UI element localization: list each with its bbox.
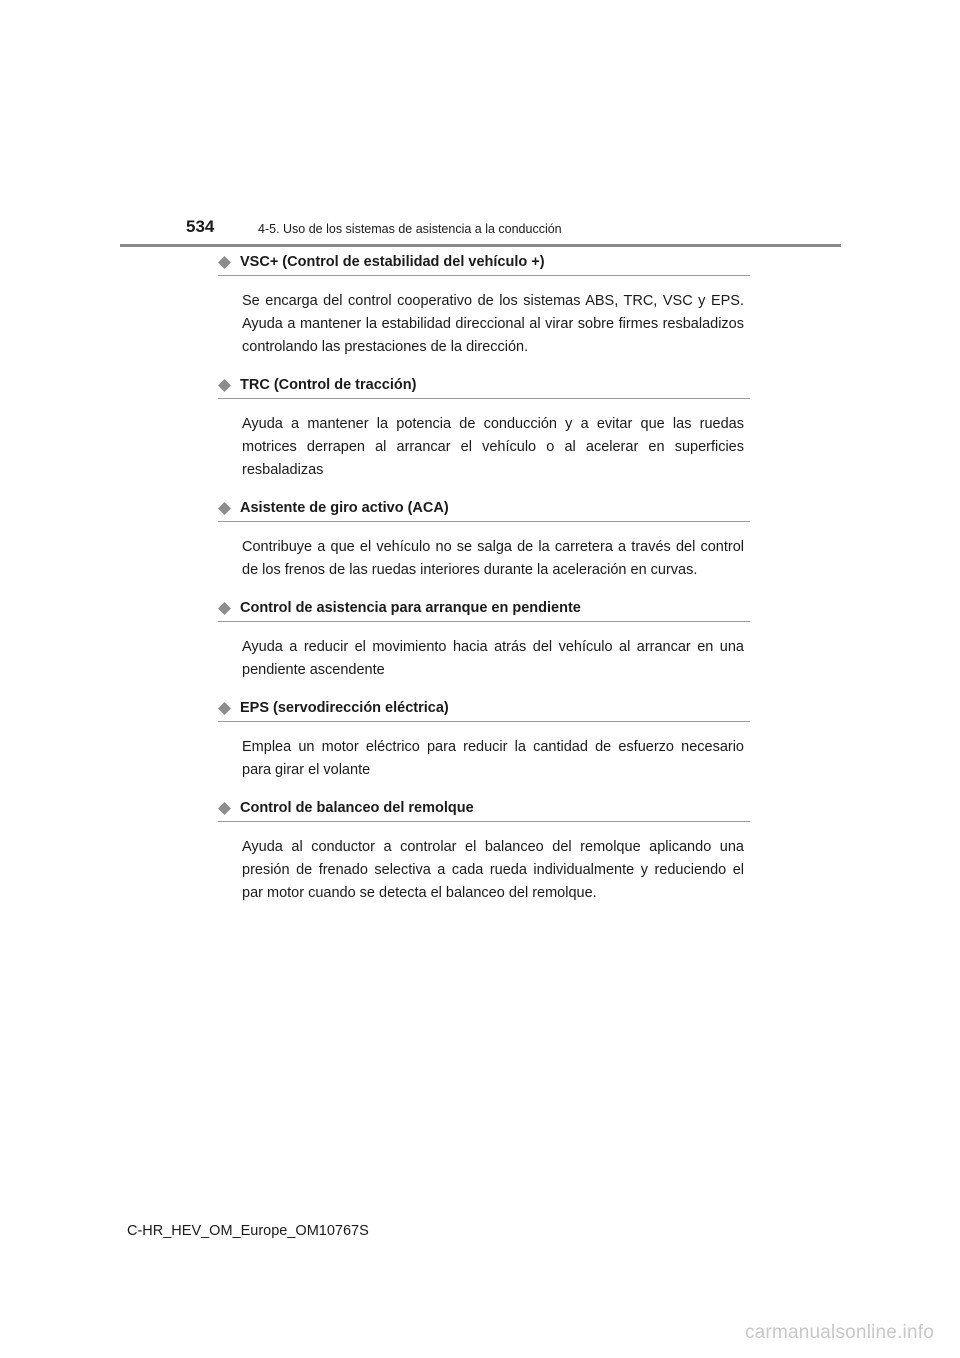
- content: [218, 252, 750, 921]
- header-divider: [120, 244, 841, 247]
- diamond-icon: [218, 379, 231, 392]
- item-body: Emplea un motor eléctrico para reducir la cantidad de esfuerzo necesario para girar el volante: [242, 739, 744, 778]
- item-heading: [218, 252, 750, 276]
- page-number: 534: [186, 217, 215, 236]
- diamond-icon: [218, 802, 231, 815]
- item-heading: [218, 698, 750, 722]
- item-body: Contribuye a que el vehículo no se salga de la carretera a través del control de los frenos de las ruedas interiores durante la aceleración en curvas.: [242, 539, 744, 578]
- item-heading-text: TRC (Control de tracción): [240, 377, 417, 393]
- item-eps: [218, 698, 750, 782]
- item-heading: [218, 798, 750, 822]
- item-aca: [218, 498, 750, 582]
- watermark: carmanualsonline.info: [744, 1322, 934, 1343]
- diamond-icon: [218, 702, 231, 715]
- item-heading-text: EPS (servodirección eléctrica): [240, 700, 449, 716]
- item-body: Se encarga del control cooperativo de los sistemas ABS, TRC, VSC y EPS. Ayuda a mantener la estabilidad direccional al virar sobre firmes resbaladizos controlando las prestaciones de la dirección.: [242, 293, 744, 355]
- item-trc: [218, 375, 750, 482]
- item-trailer-sway: [218, 798, 750, 905]
- item-vsc: [218, 252, 750, 359]
- item-heading: [218, 498, 750, 522]
- diamond-icon: [218, 502, 231, 515]
- item-heading-text: Control de balanceo del remolque: [240, 800, 474, 816]
- item-body: Ayuda al conductor a controlar el balanceo del remolque aplicando una presión de frenado selectiva a cada rueda individualmente y reduciendo el par motor cuando se detecta el balanceo del remolque.: [242, 839, 744, 901]
- document-id: C-HR_HEV_OM_Europe_OM10767S: [127, 1223, 369, 1239]
- item-body: Ayuda a reducir el movimiento hacia atrás del vehículo al arrancar en una pendiente ascendente: [242, 639, 744, 678]
- item-heading: [218, 375, 750, 399]
- diamond-icon: [218, 602, 231, 615]
- item-body: Ayuda a mantener la potencia de conducción y a evitar que las ruedas motrices derrapen al arrancar el vehículo o al acelerar en superficies resbaladizas: [242, 416, 744, 478]
- item-heading-text: Control de asistencia para arranque en pendiente: [240, 600, 581, 616]
- section-title: 4-5. Uso de los sistemas de asistencia a la conducción: [258, 222, 562, 236]
- diamond-icon: [218, 256, 231, 269]
- item-heading-text: VSC+ (Control de estabilidad del vehículo +): [240, 254, 545, 270]
- item-heading: [218, 598, 750, 622]
- item-hill-start: [218, 598, 750, 682]
- item-heading-text: Asistente de giro activo (ACA): [240, 500, 449, 516]
